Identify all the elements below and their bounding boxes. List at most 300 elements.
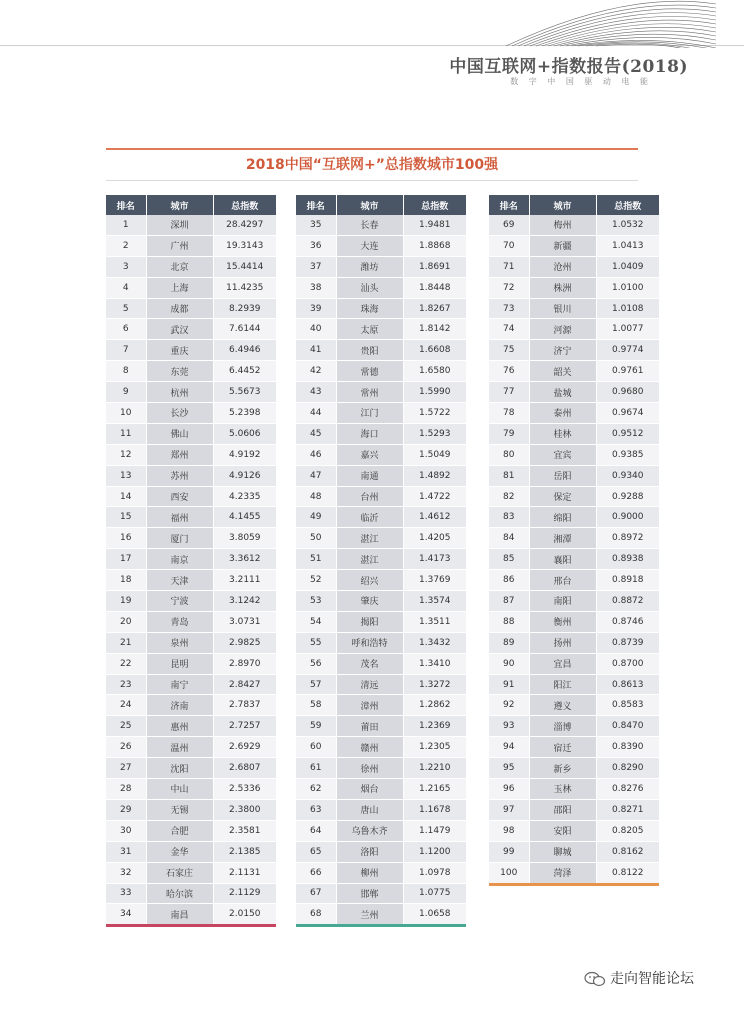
- table-row: [296, 716, 466, 737]
- score-cell: 5.0606: [213, 423, 276, 444]
- table-row: [106, 779, 276, 800]
- rank-cell: 15: [106, 507, 146, 528]
- rank-cell: 67: [296, 883, 336, 904]
- city-cell: 兰州: [336, 904, 403, 926]
- rank-cell: 3: [106, 256, 146, 277]
- city-cell: 南昌: [146, 904, 213, 926]
- table-row: [489, 779, 659, 800]
- city-cell: 南阳: [529, 591, 596, 612]
- score-cell: 1.0108: [596, 298, 659, 319]
- city-cell: 盐城: [529, 382, 596, 403]
- city-cell: 常州: [336, 382, 403, 403]
- rank-cell: 72: [489, 277, 529, 298]
- score-cell: 0.8390: [596, 737, 659, 758]
- city-cell: 赣州: [336, 737, 403, 758]
- table-row: [489, 862, 659, 884]
- rank-cell: 62: [296, 779, 336, 800]
- score-cell: 4.1455: [213, 507, 276, 528]
- score-cell: 1.8142: [403, 319, 466, 340]
- city-cell: 南宁: [146, 674, 213, 695]
- score-cell: 0.8739: [596, 632, 659, 653]
- city-cell: 邵阳: [529, 799, 596, 820]
- city-cell: 阳江: [529, 674, 596, 695]
- table-row: [489, 716, 659, 737]
- score-cell: 2.7257: [213, 716, 276, 737]
- city-cell: 淄博: [529, 716, 596, 737]
- rank-cell: 39: [296, 298, 336, 319]
- city-cell: 泉州: [146, 632, 213, 653]
- rank-cell: 78: [489, 403, 529, 424]
- rank-cell: 97: [489, 799, 529, 820]
- score-cell: 4.2335: [213, 486, 276, 507]
- score-cell: 1.0077: [596, 319, 659, 340]
- score-cell: 2.3800: [213, 799, 276, 820]
- city-cell: 银川: [529, 298, 596, 319]
- score-cell: 1.5990: [403, 382, 466, 403]
- rank-cell: 25: [106, 716, 146, 737]
- score-cell: 1.5293: [403, 423, 466, 444]
- table-row: [296, 653, 466, 674]
- score-cell: 2.1385: [213, 841, 276, 862]
- score-cell: 0.8276: [596, 779, 659, 800]
- header-rank: 排名: [489, 195, 529, 215]
- score-cell: 1.0658: [403, 904, 466, 926]
- score-cell: 2.3581: [213, 820, 276, 841]
- rank-cell: 93: [489, 716, 529, 737]
- section-title: 2018中国“互联网+”总指数城市100强: [245, 157, 499, 173]
- score-cell: 1.8691: [403, 256, 466, 277]
- score-cell: 1.0775: [403, 883, 466, 904]
- city-cell: 金华: [146, 841, 213, 862]
- watermark-text: 走向智能论坛: [610, 971, 694, 987]
- score-cell: 1.4892: [403, 465, 466, 486]
- score-cell: 1.4173: [403, 549, 466, 570]
- rank-cell: 69: [489, 215, 529, 235]
- score-cell: 1.4205: [403, 528, 466, 549]
- city-cell: 温州: [146, 737, 213, 758]
- table-row: [106, 841, 276, 862]
- city-cell: 石家庄: [146, 862, 213, 883]
- score-cell: 0.9674: [596, 403, 659, 424]
- rank-cell: 88: [489, 611, 529, 632]
- ranking-table-1: [106, 195, 276, 927]
- table-row: [489, 799, 659, 820]
- score-cell: 0.9512: [596, 423, 659, 444]
- score-cell: 6.4452: [213, 361, 276, 382]
- city-cell: 汕头: [336, 277, 403, 298]
- city-cell: 玉林: [529, 779, 596, 800]
- rank-cell: 33: [106, 883, 146, 904]
- table-row: [106, 758, 276, 779]
- rank-cell: 18: [106, 570, 146, 591]
- rank-cell: 43: [296, 382, 336, 403]
- score-cell: 15.4414: [213, 256, 276, 277]
- score-cell: 0.8700: [596, 653, 659, 674]
- table-row: [296, 570, 466, 591]
- rank-cell: 82: [489, 486, 529, 507]
- rank-cell: 16: [106, 528, 146, 549]
- rank-cell: 5: [106, 298, 146, 319]
- table-row: [296, 737, 466, 758]
- score-cell: 0.8122: [596, 862, 659, 884]
- score-cell: 2.1131: [213, 862, 276, 883]
- score-cell: 0.9774: [596, 340, 659, 361]
- city-cell: 潍坊: [336, 256, 403, 277]
- score-cell: 1.1678: [403, 799, 466, 820]
- score-cell: 1.2369: [403, 716, 466, 737]
- score-cell: 7.6144: [213, 319, 276, 340]
- city-cell: 桂林: [529, 423, 596, 444]
- rank-cell: 52: [296, 570, 336, 591]
- rank-cell: 45: [296, 423, 336, 444]
- rank-cell: 20: [106, 611, 146, 632]
- rank-cell: 75: [489, 340, 529, 361]
- table-row: [489, 549, 659, 570]
- table-row: [489, 256, 659, 277]
- city-cell: 湘潭: [529, 528, 596, 549]
- score-cell: 0.8271: [596, 799, 659, 820]
- score-cell: 3.8059: [213, 528, 276, 549]
- table-row: [296, 340, 466, 361]
- rank-cell: 8: [106, 361, 146, 382]
- table-row: [106, 653, 276, 674]
- table-row: [489, 382, 659, 403]
- city-cell: 佛山: [146, 423, 213, 444]
- score-cell: 1.0532: [596, 215, 659, 235]
- rank-cell: 96: [489, 779, 529, 800]
- table-row: [489, 403, 659, 424]
- rank-cell: 29: [106, 799, 146, 820]
- city-cell: 郑州: [146, 444, 213, 465]
- city-cell: 肇庆: [336, 591, 403, 612]
- city-cell: 福州: [146, 507, 213, 528]
- rank-cell: 49: [296, 507, 336, 528]
- city-cell: 安阳: [529, 820, 596, 841]
- rank-cell: 92: [489, 695, 529, 716]
- table-row: [489, 632, 659, 653]
- rank-cell: 24: [106, 695, 146, 716]
- rank-cell: 22: [106, 653, 146, 674]
- table-row: [296, 611, 466, 632]
- city-cell: 成都: [146, 298, 213, 319]
- city-cell: 海口: [336, 423, 403, 444]
- city-cell: 长春: [336, 215, 403, 235]
- table-row: [106, 528, 276, 549]
- city-cell: 青岛: [146, 611, 213, 632]
- score-cell: 1.8868: [403, 235, 466, 256]
- table-row: [106, 695, 276, 716]
- city-cell: 呼和浩特: [336, 632, 403, 653]
- score-cell: 1.0100: [596, 277, 659, 298]
- rank-cell: 34: [106, 904, 146, 926]
- city-cell: 烟台: [336, 779, 403, 800]
- table-row: [106, 319, 276, 340]
- table-row: [296, 779, 466, 800]
- score-cell: 2.0150: [213, 904, 276, 926]
- score-cell: 0.8972: [596, 528, 659, 549]
- score-cell: 1.4612: [403, 507, 466, 528]
- score-cell: 0.9385: [596, 444, 659, 465]
- city-cell: 合肥: [146, 820, 213, 841]
- score-cell: 0.9288: [596, 486, 659, 507]
- score-cell: 28.4297: [213, 215, 276, 235]
- city-cell: 沧州: [529, 256, 596, 277]
- score-cell: 1.2862: [403, 695, 466, 716]
- header-rank: 排名: [106, 195, 146, 215]
- score-cell: 0.8162: [596, 841, 659, 862]
- rank-cell: 7: [106, 340, 146, 361]
- table-row: [296, 591, 466, 612]
- rank-cell: 41: [296, 340, 336, 361]
- city-cell: 梅州: [529, 215, 596, 235]
- city-cell: 济宁: [529, 340, 596, 361]
- score-cell: 11.4235: [213, 277, 276, 298]
- table-row: [106, 549, 276, 570]
- table-row: [296, 361, 466, 382]
- rank-cell: 83: [489, 507, 529, 528]
- rank-cell: 23: [106, 674, 146, 695]
- city-cell: 临沂: [336, 507, 403, 528]
- city-cell: 茂名: [336, 653, 403, 674]
- table-row: [106, 403, 276, 424]
- table-row: [106, 235, 276, 256]
- score-cell: 2.6807: [213, 758, 276, 779]
- rank-cell: 100: [489, 862, 529, 884]
- city-cell: 菏泽: [529, 862, 596, 884]
- score-cell: 0.8290: [596, 758, 659, 779]
- rank-cell: 40: [296, 319, 336, 340]
- table-row: [489, 695, 659, 716]
- city-cell: 清远: [336, 674, 403, 695]
- city-cell: 上海: [146, 277, 213, 298]
- rank-cell: 46: [296, 444, 336, 465]
- section-top-rule: [106, 148, 638, 150]
- city-cell: 中山: [146, 779, 213, 800]
- score-cell: 1.0413: [596, 235, 659, 256]
- rank-cell: 12: [106, 444, 146, 465]
- city-cell: 湛江: [336, 549, 403, 570]
- city-cell: 大连: [336, 235, 403, 256]
- ranking-table-2: [296, 195, 466, 927]
- header-city: 城市: [146, 195, 213, 215]
- score-cell: 1.0978: [403, 862, 466, 883]
- rank-cell: 13: [106, 465, 146, 486]
- rank-cell: 87: [489, 591, 529, 612]
- table-row: [296, 695, 466, 716]
- table-row: [296, 528, 466, 549]
- rank-cell: 81: [489, 465, 529, 486]
- city-cell: 宿迁: [529, 737, 596, 758]
- ranking-table-3: [489, 195, 659, 886]
- score-cell: 0.8918: [596, 570, 659, 591]
- rank-cell: 98: [489, 820, 529, 841]
- city-cell: 哈尔滨: [146, 883, 213, 904]
- score-cell: 1.2165: [403, 779, 466, 800]
- table-row: [296, 841, 466, 862]
- rank-cell: 51: [296, 549, 336, 570]
- city-cell: 武汉: [146, 319, 213, 340]
- table-row: [296, 507, 466, 528]
- report-subtitle: 数 字 中 国 驱 动 电 能: [510, 77, 652, 86]
- score-cell: 2.1129: [213, 883, 276, 904]
- score-cell: 0.8938: [596, 549, 659, 570]
- city-cell: 苏州: [146, 465, 213, 486]
- score-cell: 0.8583: [596, 695, 659, 716]
- table-row: [489, 737, 659, 758]
- rank-cell: 74: [489, 319, 529, 340]
- score-cell: 6.4946: [213, 340, 276, 361]
- city-cell: 西安: [146, 486, 213, 507]
- rank-cell: 65: [296, 841, 336, 862]
- score-cell: 1.3272: [403, 674, 466, 695]
- city-cell: 韶关: [529, 361, 596, 382]
- city-cell: 邯郸: [336, 883, 403, 904]
- city-cell: 新乡: [529, 758, 596, 779]
- city-cell: 河源: [529, 319, 596, 340]
- rank-cell: 32: [106, 862, 146, 883]
- table-row: [296, 465, 466, 486]
- city-cell: 济南: [146, 695, 213, 716]
- rank-cell: 66: [296, 862, 336, 883]
- score-cell: 0.8613: [596, 674, 659, 695]
- city-cell: 厦门: [146, 528, 213, 549]
- rank-cell: 19: [106, 591, 146, 612]
- city-cell: 揭阳: [336, 611, 403, 632]
- score-cell: 3.1242: [213, 591, 276, 612]
- table-row: [489, 674, 659, 695]
- rank-cell: 77: [489, 382, 529, 403]
- city-cell: 衡州: [529, 611, 596, 632]
- city-cell: 岳阳: [529, 465, 596, 486]
- score-cell: 1.2305: [403, 737, 466, 758]
- table-row: [489, 507, 659, 528]
- city-cell: 天津: [146, 570, 213, 591]
- table-row: [106, 215, 276, 235]
- score-cell: 0.9340: [596, 465, 659, 486]
- score-cell: 1.3769: [403, 570, 466, 591]
- rank-cell: 64: [296, 820, 336, 841]
- table-row: [296, 298, 466, 319]
- watermark: [584, 968, 694, 988]
- score-cell: 1.3511: [403, 611, 466, 632]
- header-score: 总指数: [596, 195, 659, 215]
- table-row: [296, 820, 466, 841]
- table-row: [489, 340, 659, 361]
- city-cell: 南京: [146, 549, 213, 570]
- header-city: 城市: [336, 195, 403, 215]
- score-cell: 1.3410: [403, 653, 466, 674]
- rank-cell: 71: [489, 256, 529, 277]
- table-row: [106, 465, 276, 486]
- rank-cell: 36: [296, 235, 336, 256]
- rank-cell: 89: [489, 632, 529, 653]
- rank-cell: 17: [106, 549, 146, 570]
- section-title-rule: [106, 180, 638, 181]
- report-title: 中国互联网+指数报告(2018): [449, 57, 688, 77]
- city-cell: 乌鲁木齐: [336, 820, 403, 841]
- score-cell: 0.8470: [596, 716, 659, 737]
- city-cell: 长沙: [146, 403, 213, 424]
- city-cell: 深圳: [146, 215, 213, 235]
- city-cell: 扬州: [529, 632, 596, 653]
- rank-cell: 70: [489, 235, 529, 256]
- table-row: [489, 820, 659, 841]
- city-cell: 遵义: [529, 695, 596, 716]
- header-score: 总指数: [403, 195, 466, 215]
- table-row: [296, 277, 466, 298]
- rank-cell: 85: [489, 549, 529, 570]
- score-cell: 1.6580: [403, 361, 466, 382]
- table-row: [489, 528, 659, 549]
- table-row: [296, 632, 466, 653]
- rank-cell: 94: [489, 737, 529, 758]
- table-row: [106, 632, 276, 653]
- rank-cell: 44: [296, 403, 336, 424]
- rank-cell: 50: [296, 528, 336, 549]
- table-row: [106, 340, 276, 361]
- table-row: [489, 319, 659, 340]
- score-cell: 1.5722: [403, 403, 466, 424]
- table-row: [296, 674, 466, 695]
- score-cell: 4.9126: [213, 465, 276, 486]
- score-cell: 8.2939: [213, 298, 276, 319]
- city-cell: 无锡: [146, 799, 213, 820]
- city-cell: 南通: [336, 465, 403, 486]
- city-cell: 莆田: [336, 716, 403, 737]
- rank-cell: 21: [106, 632, 146, 653]
- city-cell: 保定: [529, 486, 596, 507]
- score-cell: 0.9761: [596, 361, 659, 382]
- table-row: [489, 235, 659, 256]
- score-cell: 1.1479: [403, 820, 466, 841]
- header-wave-graphic: [506, 0, 716, 48]
- table-row: [106, 382, 276, 403]
- city-cell: 泰州: [529, 403, 596, 424]
- score-cell: 1.8448: [403, 277, 466, 298]
- score-cell: 1.8267: [403, 298, 466, 319]
- table-row: [296, 862, 466, 883]
- score-cell: 4.9192: [213, 444, 276, 465]
- city-cell: 徐州: [336, 758, 403, 779]
- city-cell: 柳州: [336, 862, 403, 883]
- table-row: [489, 841, 659, 862]
- rank-cell: 57: [296, 674, 336, 695]
- table-row: [296, 423, 466, 444]
- score-cell: 1.3574: [403, 591, 466, 612]
- table-row: [296, 319, 466, 340]
- table-row: [106, 737, 276, 758]
- score-cell: 5.2398: [213, 403, 276, 424]
- rank-cell: 58: [296, 695, 336, 716]
- rank-cell: 61: [296, 758, 336, 779]
- city-cell: 湛江: [336, 528, 403, 549]
- rank-cell: 99: [489, 841, 529, 862]
- score-cell: 1.6608: [403, 340, 466, 361]
- rank-cell: 2: [106, 235, 146, 256]
- score-cell: 2.5336: [213, 779, 276, 800]
- rank-cell: 28: [106, 779, 146, 800]
- rank-cell: 68: [296, 904, 336, 926]
- score-cell: 2.7837: [213, 695, 276, 716]
- score-cell: 2.8427: [213, 674, 276, 695]
- score-cell: 1.1200: [403, 841, 466, 862]
- city-cell: 嘉兴: [336, 444, 403, 465]
- table-row: [106, 674, 276, 695]
- wechat-icon: [584, 971, 606, 987]
- rank-cell: 48: [296, 486, 336, 507]
- rank-cell: 79: [489, 423, 529, 444]
- rank-cell: 84: [489, 528, 529, 549]
